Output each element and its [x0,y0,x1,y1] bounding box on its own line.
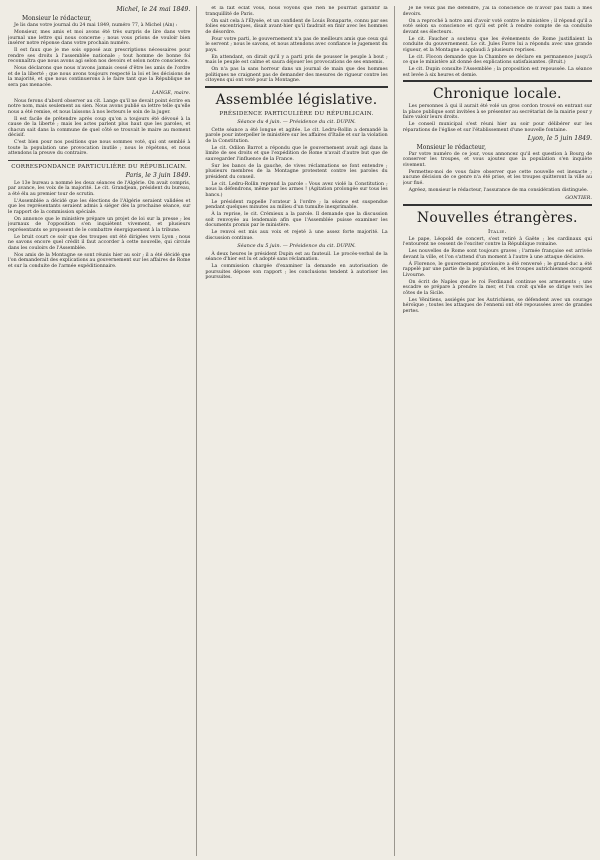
paragraph: Cette séance a été longue et agitée. Le cit. Ledru-Rollin a demandé la parole pour interpeller le ministère sur les affaires d'Italie et sur la violation de la Constitution. [205,127,388,144]
paragraph: Le cit. Flocon demande que la Chambre se déclare en permanence jusqu'à ce que le ministère ait donné des explications satisfaisantes. (Bruit.) [402,54,592,65]
paragraph: On n'a pas la sans horreur dans un journal de main que des hommes politiques ne craignent pas de demander des mesures de rigueur contre les citoyens qui ont voté pour la Montagne. [205,67,388,83]
paragraph: et la fait éclat vous, nous voyons que rien ne pourrait garantir la tranquillité de Paris. [205,6,388,17]
salutation: Monsieur le rédacteur, [416,143,486,151]
dateline: Michel, le 24 mai 1849. [116,6,191,13]
paragraph: Il est faux que je me sois opposé aux prescriptions nécessaires pour rendre ses droits à l'assemblée nationale ; tout homme de bonne foi reconnaîtra que nous avons agi selon nos devoirs et selon notre conscience. [8,48,191,64]
paragraph: Le président rappelle l'orateur à l'ordre ; la séance est suspendue pendant quelques minutes au milieu d'un tumulte inexprimable. [205,199,388,210]
paragraph: On a reproché à notre ami d'avoir voté contre le ministère ; il répond qu'il a voté selon sa conscience et qu'il est prêt à rendre compte de sa conduite devant ses électeurs. [402,18,592,35]
paragraph: À Florence, le gouvernement provisoire a été renversé ; le grand-duc a été rappelé par une partie de la population, et les troupes autrichiennes occupent Livourne. [402,261,592,278]
paragraph: Les Vénitiens, assiégés par les Autrichiens, se défendent avec un courage héroïque ; toutes les attaques de l'ennemi ont été repoussées avec de grandes pertes. [402,297,592,314]
paragraph: Le cit. Ledru-Rollin reprend la parole : Vous avez violé la Constitution ; nous la défendrons, même par les armes ! (Agitation prolongée sur tous les bancs.) [205,181,388,198]
section-headline: Nouvelles étrangères. [416,209,578,226]
paragraph: Les nouvelles de Rome sont toujours graves ; l'armée française est arrivée devant la ville, et l'on s'attend d'un moment à l'autre à une attaque décisive. [402,249,592,260]
paragraph: Le conseil municipal s'est réuni hier au soir pour délibérer sur les réparations de l'église et sur l'établissement d'une nouvelle fontaine. [402,122,592,133]
session-line: Séance du 4 juin. — Présidence du cit. DUPIN. [237,118,356,125]
paragraph: Je lis dans votre journal du 24 mai 1849, numéro 77, à Michel (Ain) : [14,23,178,28]
paragraph: Les personnes à qui il aurait été volé un gros cordon trouvé en entrant sur la place publique sont invitées à se présenter au secrétariat de la mairie pour y faire valoir leurs droits. [402,104,592,120]
divider [403,204,592,206]
paragraph: On sait cela à l'Élysée, et un confident de Louis Bonaparte, connu par ses folies excentriques, disait avant-hier qu'il faudrait en finir avec les hommes de désordre. [205,18,388,35]
column-2 [205,6,394,856]
section-headline: Chronique locale. [432,86,562,102]
paragraph: Le renvoi est mis aux voix et rejeté à une assez forte majorité. La discussion continue. [205,230,388,241]
paragraph: À la reprise, le cit. Crémieux a la parole. Il demande que la discussion soit renvoyée au lendemain afin que l'Assemblée puisse examiner les documents promis par le ministère. [205,212,388,228]
paragraph: La commission chargée d'examiner la demande en autorisation de poursuites dépose son rapport ; les conclusions tendent à autoriser les poursuites. [205,264,388,280]
paragraph: Sur les bancs de la gauche, de vives réclamations se font entendre ; plusieurs membres de la Montagne protestent contre les paroles du président du conseil. [205,163,388,180]
divider [8,160,190,161]
paragraph: Monsieur, mes amis et moi avons été très surpris de lire dans votre journal une lettre qui nous concerne ; nous vous prions de vouloir bien insérer notre réponse dans votre prochain numéro. [8,30,191,46]
column-1 [8,6,197,856]
paragraph: À deux heures le président Dupin est au fauteuil. Le procès-verbal de la séance d'hier est lu et adopté sans réclamation. [205,251,388,262]
dateline: Lyon, le 5 juin 1849. [527,134,592,142]
paragraph: En attendant, on dirait qu'il y a parti pris de pousser le peuple à bout ; mais le peuple est calme et saura déjouer les provocations de ses ennemis. [205,54,388,65]
salutation: Monsieur le rédacteur, [22,15,92,22]
paragraph: C'est bien pour nos positions que nous sommes voté, qui ont semblé à toute la population une provocation inutile ; nous le répétons, et nous attendons la preuve du contraire. [8,140,191,156]
signature: GONTIER. [565,194,592,201]
paragraph: Permettez-moi de vous faire observer que cette nouvelle est inexacte ; aucune décision de ce genre n'a été prise, et les troupes quitteront la ville au jour fixé. [402,169,592,186]
paragraph: Le cit. Odilon Barrot a répondu que le gouvernement avait agi dans la limite de ses droits et que l'expédition de Rome n'avait d'autre but que de sauvegarder l'influence de la France. [205,145,388,162]
paragraph: Par votre numéro de ce jour, vous annoncez qu'il est question à Bourg de conserver les troupes, et vous ajoutez que la population s'en inquiète vivement. [402,151,592,168]
paragraph: Le bruit court ce soir que des troupes ont été dirigées vers Lyon ; nous ne savons encore quel crédit il faut accorder à cette nouvelle, qui circule dans les couloirs de l'Assemblée. [8,234,191,251]
column-3 [403,6,592,856]
paragraph: Agréez, monsieur le rédacteur, l'assurance de ma considération distinguée. [408,187,589,193]
divider [205,86,387,88]
paragraph: Je ne veux pas me défendre, j'ai la conscience de n'avoir pas failli à mes devoirs. [402,6,592,17]
section-subhead: PRÉSIDENCE PARTICULIÈRE DU RÉPUBLICAIN. [219,110,374,117]
paragraph: Le cit. Dupin consulte l'Assemblée ; la proposition est repoussée. La séance est levée à six heures et demie. [402,67,592,78]
paragraph: Pour votre parti, le gouvernement n'a pas de meilleurs amis que ceux qui le servent ; nous le savons, et nous attendons avec confiance le jugement du pays. [205,36,388,53]
paragraph: Nous ferons d'abord observer au cit. Lange qu'il ne devait point écrire en notre nom, mais seulement au sien. Nous avons publié sa lettre telle qu'elle nous a été remise, et nous laissons à nos lecteurs le soin de la juger. [8,98,191,115]
signature: LANGE, maire. [151,89,191,96]
paragraph: On écrit de Naples que le roi Ferdinand continue ses armements ; une escadre se prépare à prendre la mer, et l'on croit qu'elle se dirige vers les côtes de la Sicile. [402,279,592,296]
section-headline: Assemblée législative. [215,91,378,108]
session-line: Séance du 5 juin. — Présidence du cit. DUPIN. [237,242,356,249]
section-subhead: CORRESPONDANCE PARTICULIÈRE DU RÉPUBLICAIN. [11,163,188,170]
divider [403,80,592,82]
paragraph: On annonce que le ministère prépare un projet de loi sur la presse ; les journaux de l'opposition s'en inquiètent vivement, et plusieurs représentants se proposent de le combattre énergiquement à la tribune. [8,216,191,233]
paragraph: Nos amis de la Montagne se sont réunis hier au soir ; il a été décidé que l'on demanderait des explications au gouvernement sur les affaires de Rome et sur la conduite de l'armée expéditionnaire. [8,252,191,269]
section-subhead: Italie. [488,228,507,235]
paragraph: Le cit. Faucher a soutenu que les événements de Rome justifiaient la conduite du gouvernement. Le cit. Jules Favre lui a répondu avec une grande vigueur, et la Montagne a applaudi à plusieurs reprises. [402,36,592,53]
paragraph: Le pape, Léopold de concert, s'est retiré à Gaëte ; les cardinaux qui l'entourent ne cessent de l'exciter contre la République romaine. [402,236,592,247]
paragraph: Le 13e bureau a nommé les deux séances de l'Algérie. On avait compris, par avance, les voix de la majorité. Le cit. Grandjean, président du bureau, a été élu au premier tour de scrutin. [8,180,191,197]
paragraph: Nous déclarons que nous n'avons jamais cessé d'être les amis de l'ordre et de la liberté ; que nous avons toujours respecté la loi et les décisions de la majorité, et que nous continuerons à le faire tant que la République ne sera pas menacée. [8,66,191,88]
paragraph: Il est facile de prétendre après coup qu'on a toujours été dévoué à la cause de la liberté ; mais les actes parlent plus haut que les paroles, et chacun sait dans la commune de quel côté se trouvait le maire au moment décisif. [8,116,191,138]
dateline: Paris, le 3 juin 1849. [125,171,191,179]
paragraph: L'Assemblée a décidé que les élections de l'Algérie seraient validées et que les représentants seraient admis à siéger dès la prochaine séance, sur le rapport de la commission spéciale. [8,198,191,215]
